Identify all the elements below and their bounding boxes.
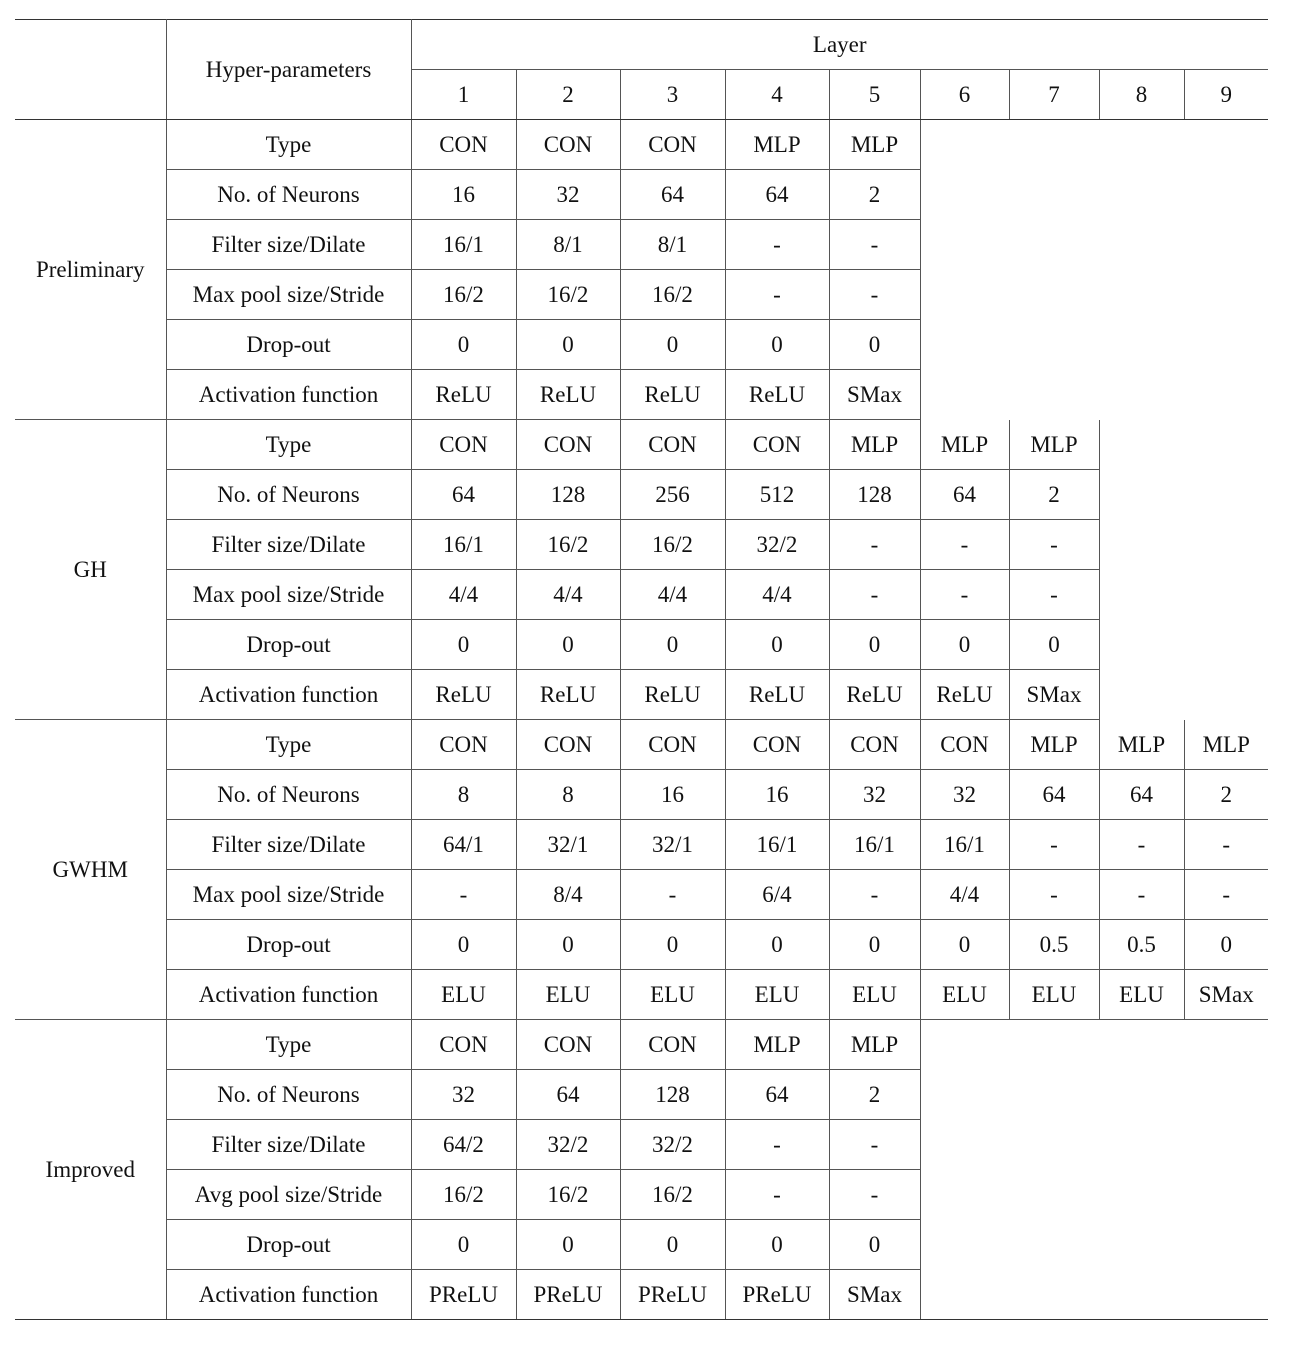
- value-cell: 0: [516, 1220, 620, 1270]
- empty-cell: [1184, 470, 1268, 520]
- value-cell: 4/4: [620, 570, 725, 620]
- param-label: Filter size/Dilate: [166, 820, 411, 870]
- value-cell: -: [829, 570, 920, 620]
- value-cell: ELU: [411, 970, 516, 1020]
- value-cell: ReLU: [516, 370, 620, 420]
- param-label: No. of Neurons: [166, 1070, 411, 1120]
- empty-cell: [1099, 1220, 1184, 1270]
- value-cell: 4/4: [411, 570, 516, 620]
- value-cell: 128: [516, 470, 620, 520]
- empty-cell: [1184, 1120, 1268, 1170]
- value-cell: ReLU: [829, 670, 920, 720]
- table-row: [15, 1020, 1268, 1070]
- value-cell: 0: [411, 1220, 516, 1270]
- value-cell: 0: [620, 320, 725, 370]
- value-cell: CON: [516, 120, 620, 170]
- value-cell: 0: [829, 920, 920, 970]
- empty-cell: [1099, 1270, 1184, 1320]
- value-cell: 16/2: [516, 520, 620, 570]
- value-cell: 64/1: [411, 820, 516, 870]
- value-cell: 64: [1009, 770, 1099, 820]
- param-label: Drop-out: [166, 920, 411, 970]
- value-cell: CON: [725, 420, 829, 470]
- param-label: No. of Neurons: [166, 770, 411, 820]
- value-cell: 0: [829, 320, 920, 370]
- table-row: [15, 120, 1268, 170]
- value-cell: MLP: [1009, 720, 1099, 770]
- param-label: Type: [166, 120, 411, 170]
- value-cell: ELU: [1009, 970, 1099, 1020]
- value-cell: 2: [829, 170, 920, 220]
- value-cell: 16/1: [411, 220, 516, 270]
- empty-cell: [1099, 470, 1184, 520]
- table-row: [15, 270, 1268, 320]
- table-row: [15, 620, 1268, 670]
- empty-cell: [1009, 220, 1099, 270]
- value-cell: -: [1184, 820, 1268, 870]
- empty-cell: [1099, 670, 1184, 720]
- empty-cell: [920, 370, 1009, 420]
- empty-cell: [1184, 520, 1268, 570]
- value-cell: 0: [1009, 620, 1099, 670]
- empty-cell: [1099, 1120, 1184, 1170]
- value-cell: -: [829, 1120, 920, 1170]
- value-cell: 32/2: [620, 1120, 725, 1170]
- empty-cell: [1184, 270, 1268, 320]
- group-label-gwhm: GWHM: [15, 720, 166, 1020]
- layer-number-3: 3: [620, 70, 725, 120]
- value-cell: 0.5: [1009, 920, 1099, 970]
- table-row: [15, 1120, 1268, 1170]
- value-cell: -: [725, 1170, 829, 1220]
- value-cell: 64: [725, 1070, 829, 1120]
- value-cell: 2: [1009, 470, 1099, 520]
- table-row: [15, 920, 1268, 970]
- empty-cell: [920, 270, 1009, 320]
- value-cell: 0: [411, 920, 516, 970]
- empty-cell: [1099, 420, 1184, 470]
- table-row: [15, 770, 1268, 820]
- value-cell: 0: [1184, 920, 1268, 970]
- value-cell: MLP: [725, 1020, 829, 1070]
- param-label: Drop-out: [166, 320, 411, 370]
- group-label-preliminary: Preliminary: [15, 120, 166, 420]
- layer-number-9: 9: [1184, 70, 1268, 120]
- empty-cell: [920, 1020, 1009, 1070]
- value-cell: 64/2: [411, 1120, 516, 1170]
- param-label: Activation function: [166, 970, 411, 1020]
- value-cell: -: [1009, 520, 1099, 570]
- empty-cell: [1184, 220, 1268, 270]
- empty-cell: [1184, 620, 1268, 670]
- value-cell: 16: [620, 770, 725, 820]
- value-cell: 4/4: [725, 570, 829, 620]
- value-cell: 64: [1099, 770, 1184, 820]
- value-cell: 16/1: [411, 520, 516, 570]
- empty-cell: [1184, 320, 1268, 370]
- value-cell: -: [920, 520, 1009, 570]
- value-cell: 4/4: [516, 570, 620, 620]
- value-cell: 32/2: [725, 520, 829, 570]
- empty-cell: [1099, 320, 1184, 370]
- value-cell: CON: [620, 1020, 725, 1070]
- value-cell: 64: [920, 470, 1009, 520]
- value-cell: 16/2: [411, 270, 516, 320]
- param-label: Drop-out: [166, 620, 411, 670]
- param-label: Filter size/Dilate: [166, 520, 411, 570]
- value-cell: -: [725, 220, 829, 270]
- value-cell: -: [1184, 870, 1268, 920]
- empty-cell: [1009, 1070, 1099, 1120]
- value-cell: PReLU: [411, 1270, 516, 1320]
- layer-number-7: 7: [1009, 70, 1099, 120]
- value-cell: 16/2: [620, 1170, 725, 1220]
- value-cell: 64: [411, 470, 516, 520]
- value-cell: 16/2: [516, 270, 620, 320]
- value-cell: 8: [516, 770, 620, 820]
- empty-cell: [1184, 670, 1268, 720]
- group-label-gh: GH: [15, 420, 166, 720]
- empty-cell: [1009, 1020, 1099, 1070]
- value-cell: 32: [829, 770, 920, 820]
- empty-cell: [920, 1220, 1009, 1270]
- value-cell: 8: [411, 770, 516, 820]
- value-cell: 32/1: [620, 820, 725, 870]
- empty-cell: [920, 1170, 1009, 1220]
- empty-cell: [1099, 270, 1184, 320]
- value-cell: CON: [411, 120, 516, 170]
- value-cell: 8/1: [620, 220, 725, 270]
- empty-cell: [1184, 1170, 1268, 1220]
- value-cell: 4/4: [920, 870, 1009, 920]
- value-cell: -: [411, 870, 516, 920]
- value-cell: 8/1: [516, 220, 620, 270]
- empty-cell: [1009, 1270, 1099, 1320]
- value-cell: -: [1009, 570, 1099, 620]
- empty-cell: [920, 320, 1009, 370]
- value-cell: -: [829, 870, 920, 920]
- empty-cell: [1099, 370, 1184, 420]
- value-cell: PReLU: [516, 1270, 620, 1320]
- value-cell: ReLU: [920, 670, 1009, 720]
- value-cell: -: [725, 270, 829, 320]
- layer-number-8: 8: [1099, 70, 1184, 120]
- value-cell: 64: [620, 170, 725, 220]
- empty-cell: [920, 1120, 1009, 1170]
- empty-cell: [1009, 120, 1099, 170]
- table-row: [15, 1170, 1268, 1220]
- value-cell: ELU: [1099, 970, 1184, 1020]
- layer-number-6: 6: [920, 70, 1009, 120]
- param-label: Activation function: [166, 1270, 411, 1320]
- layer-number-2: 2: [516, 70, 620, 120]
- value-cell: SMax: [829, 1270, 920, 1320]
- value-cell: 0: [620, 620, 725, 670]
- value-cell: -: [725, 1120, 829, 1170]
- value-cell: CON: [620, 120, 725, 170]
- header-hyper-parameters: Hyper-parameters: [166, 20, 411, 120]
- value-cell: 128: [620, 1070, 725, 1120]
- value-cell: -: [920, 570, 1009, 620]
- table-row: [15, 320, 1268, 370]
- value-cell: 128: [829, 470, 920, 520]
- value-cell: 0: [411, 620, 516, 670]
- value-cell: ReLU: [411, 670, 516, 720]
- value-cell: 0: [620, 920, 725, 970]
- param-label: Max pool size/Stride: [166, 570, 411, 620]
- value-cell: -: [1009, 870, 1099, 920]
- empty-cell: [1184, 1270, 1268, 1320]
- value-cell: MLP: [1009, 420, 1099, 470]
- value-cell: CON: [829, 720, 920, 770]
- value-cell: CON: [620, 720, 725, 770]
- table-row: [15, 470, 1268, 520]
- value-cell: 0: [829, 620, 920, 670]
- value-cell: 16: [725, 770, 829, 820]
- value-cell: CON: [411, 420, 516, 470]
- value-cell: MLP: [1184, 720, 1268, 770]
- param-label: No. of Neurons: [166, 470, 411, 520]
- value-cell: 2: [1184, 770, 1268, 820]
- value-cell: 32: [516, 170, 620, 220]
- empty-cell: [1184, 1020, 1268, 1070]
- layer-number-5: 5: [829, 70, 920, 120]
- table-row: [15, 420, 1268, 470]
- value-cell: ELU: [516, 970, 620, 1020]
- table-header: [15, 20, 1268, 120]
- hyperparameter-table: [15, 19, 1268, 1320]
- value-cell: SMax: [1184, 970, 1268, 1020]
- empty-cell: [1099, 1070, 1184, 1120]
- empty-cell: [1099, 570, 1184, 620]
- value-cell: 0: [516, 920, 620, 970]
- value-cell: 16: [411, 170, 516, 220]
- param-label: Max pool size/Stride: [166, 270, 411, 320]
- value-cell: ELU: [725, 970, 829, 1020]
- header-layer: Layer: [411, 20, 1268, 70]
- empty-cell: [920, 220, 1009, 270]
- table-row: [15, 370, 1268, 420]
- param-label: Max pool size/Stride: [166, 870, 411, 920]
- value-cell: ELU: [829, 970, 920, 1020]
- empty-cell: [1099, 1170, 1184, 1220]
- empty-cell: [920, 120, 1009, 170]
- value-cell: 32/1: [516, 820, 620, 870]
- empty-cell: [1009, 270, 1099, 320]
- table-row: [15, 1270, 1268, 1320]
- value-cell: 32/2: [516, 1120, 620, 1170]
- value-cell: PReLU: [725, 1270, 829, 1320]
- empty-cell: [1009, 170, 1099, 220]
- empty-cell: [1099, 520, 1184, 570]
- value-cell: 256: [620, 470, 725, 520]
- value-cell: MLP: [829, 1020, 920, 1070]
- value-cell: MLP: [1099, 720, 1184, 770]
- value-cell: CON: [920, 720, 1009, 770]
- value-cell: ReLU: [620, 370, 725, 420]
- table-row: [15, 670, 1268, 720]
- value-cell: 6/4: [725, 870, 829, 920]
- table-row: [15, 170, 1268, 220]
- table-container: [15, 19, 1268, 1320]
- value-cell: CON: [516, 420, 620, 470]
- table-row: [15, 520, 1268, 570]
- empty-cell: [1099, 170, 1184, 220]
- value-cell: ReLU: [411, 370, 516, 420]
- value-cell: SMax: [1009, 670, 1099, 720]
- empty-cell: [920, 170, 1009, 220]
- empty-cell: [1184, 370, 1268, 420]
- param-label: Activation function: [166, 670, 411, 720]
- empty-cell: [1099, 220, 1184, 270]
- value-cell: 16/1: [829, 820, 920, 870]
- value-cell: -: [620, 870, 725, 920]
- param-label: Avg pool size/Stride: [166, 1170, 411, 1220]
- value-cell: CON: [411, 720, 516, 770]
- value-cell: -: [1099, 870, 1184, 920]
- value-cell: CON: [411, 1020, 516, 1070]
- empty-cell: [1099, 620, 1184, 670]
- value-cell: 16/2: [516, 1170, 620, 1220]
- value-cell: -: [829, 220, 920, 270]
- value-cell: SMax: [829, 370, 920, 420]
- value-cell: 32: [411, 1070, 516, 1120]
- table-row: [15, 720, 1268, 770]
- table-row: [15, 220, 1268, 270]
- param-label: Type: [166, 420, 411, 470]
- empty-cell: [1184, 170, 1268, 220]
- empty-cell: [1184, 1220, 1268, 1270]
- param-label: Type: [166, 720, 411, 770]
- empty-cell: [1184, 120, 1268, 170]
- value-cell: 16/1: [920, 820, 1009, 870]
- value-cell: 0: [725, 320, 829, 370]
- value-cell: CON: [516, 720, 620, 770]
- value-cell: 0: [829, 1220, 920, 1270]
- value-cell: -: [1009, 820, 1099, 870]
- param-label: Activation function: [166, 370, 411, 420]
- empty-cell: [1184, 420, 1268, 470]
- value-cell: MLP: [920, 420, 1009, 470]
- table-row: [15, 1220, 1268, 1270]
- value-cell: 0: [411, 320, 516, 370]
- value-cell: 16/2: [620, 520, 725, 570]
- header-row-1: [15, 20, 1268, 70]
- empty-cell: [1009, 320, 1099, 370]
- table-row: [15, 570, 1268, 620]
- param-label: Filter size/Dilate: [166, 1120, 411, 1170]
- value-cell: 64: [516, 1070, 620, 1120]
- empty-cell: [1009, 1220, 1099, 1270]
- value-cell: 0: [516, 620, 620, 670]
- value-cell: 0.5: [1099, 920, 1184, 970]
- value-cell: CON: [516, 1020, 620, 1070]
- header-corner: [15, 20, 166, 120]
- table-row: [15, 1070, 1268, 1120]
- value-cell: -: [829, 270, 920, 320]
- value-cell: CON: [620, 420, 725, 470]
- layer-number-4: 4: [725, 70, 829, 120]
- value-cell: -: [829, 1170, 920, 1220]
- value-cell: ELU: [920, 970, 1009, 1020]
- value-cell: 16/2: [620, 270, 725, 320]
- param-label: Drop-out: [166, 1220, 411, 1270]
- value-cell: MLP: [829, 420, 920, 470]
- value-cell: ReLU: [725, 370, 829, 420]
- empty-cell: [1009, 1120, 1099, 1170]
- table-row: [15, 820, 1268, 870]
- empty-cell: [1099, 120, 1184, 170]
- value-cell: ReLU: [725, 670, 829, 720]
- empty-cell: [1184, 570, 1268, 620]
- table-row: [15, 870, 1268, 920]
- value-cell: CON: [725, 720, 829, 770]
- value-cell: 0: [620, 1220, 725, 1270]
- value-cell: ELU: [620, 970, 725, 1020]
- value-cell: 16/2: [411, 1170, 516, 1220]
- value-cell: 0: [920, 920, 1009, 970]
- param-label: Type: [166, 1020, 411, 1070]
- value-cell: 0: [516, 320, 620, 370]
- empty-cell: [1099, 1020, 1184, 1070]
- table-body: [15, 120, 1268, 1320]
- value-cell: -: [829, 520, 920, 570]
- param-label: Filter size/Dilate: [166, 220, 411, 270]
- value-cell: -: [1099, 820, 1184, 870]
- value-cell: PReLU: [620, 1270, 725, 1320]
- empty-cell: [1184, 1070, 1268, 1120]
- value-cell: 0: [920, 620, 1009, 670]
- param-label: No. of Neurons: [166, 170, 411, 220]
- value-cell: ReLU: [620, 670, 725, 720]
- value-cell: 0: [725, 920, 829, 970]
- group-label-improved: Improved: [15, 1020, 166, 1320]
- value-cell: MLP: [829, 120, 920, 170]
- value-cell: 0: [725, 1220, 829, 1270]
- empty-cell: [1009, 1170, 1099, 1220]
- layer-number-1: 1: [411, 70, 516, 120]
- table-row: [15, 970, 1268, 1020]
- value-cell: 64: [725, 170, 829, 220]
- value-cell: 16/1: [725, 820, 829, 870]
- value-cell: 2: [829, 1070, 920, 1120]
- empty-cell: [920, 1070, 1009, 1120]
- empty-cell: [1009, 370, 1099, 420]
- value-cell: 0: [725, 620, 829, 670]
- value-cell: 8/4: [516, 870, 620, 920]
- value-cell: MLP: [725, 120, 829, 170]
- value-cell: 512: [725, 470, 829, 520]
- value-cell: 32: [920, 770, 1009, 820]
- value-cell: ReLU: [516, 670, 620, 720]
- empty-cell: [920, 1270, 1009, 1320]
